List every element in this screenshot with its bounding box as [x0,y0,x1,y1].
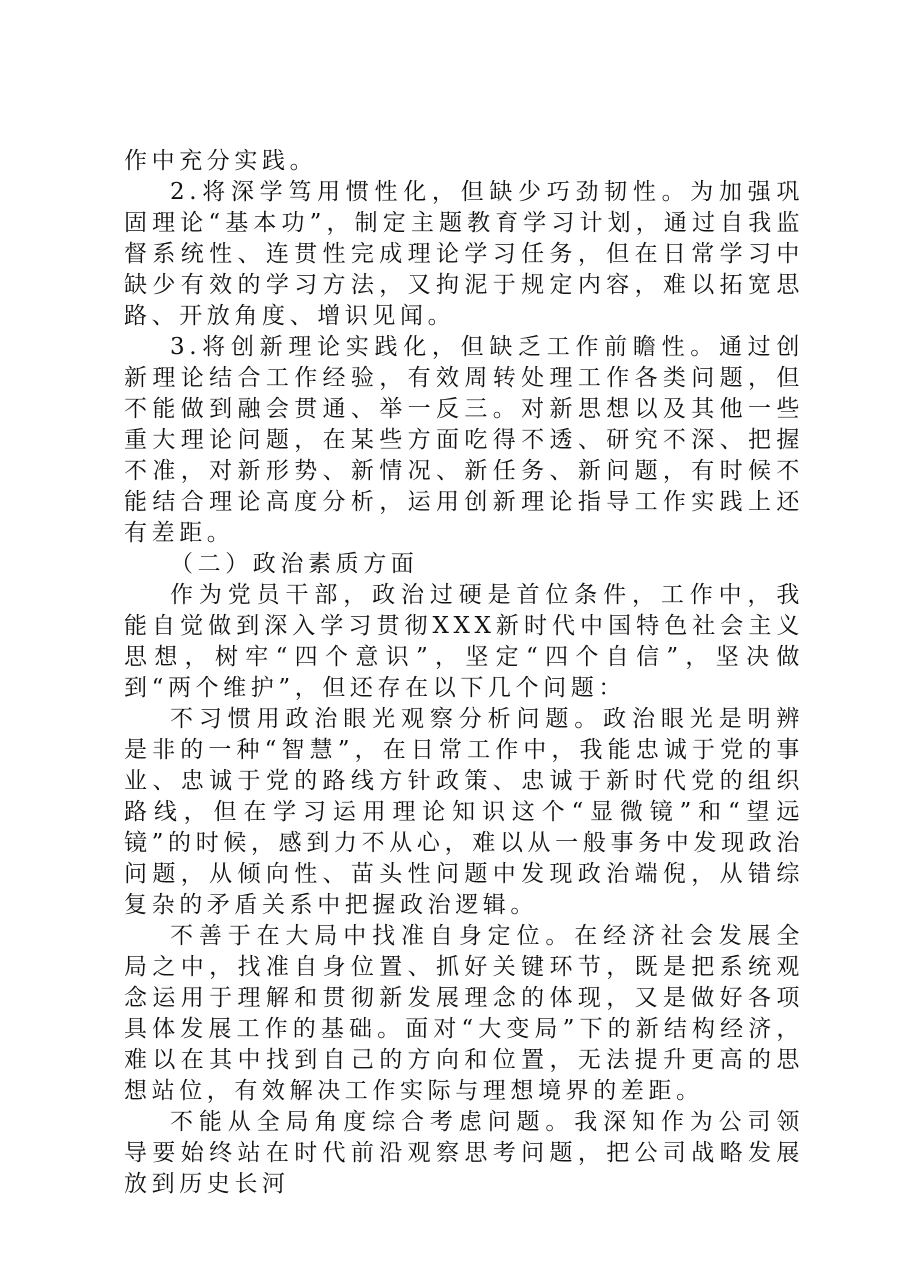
paragraph-continuation: 作中充分实践。 [124,148,318,174]
paragraph-item-3: 3.将创新理论实践化，但缺乏工作前瞻性。通过创新理论结合工作经验，有效周转处理工作各类问题，但不能做到融会贯通、举一反三。对新思想以及其他一些重大理论问题，在某些方面吃得不透、研究不深、把握不准，对新形势、新情况、新任务、新问题，有时候不能结合理论高度分析，运用创新理论指导工作实践上还有差距。 [124,334,804,546]
paragraph-item-2: 2.将深学笃用惯性化，但缺少巧劲韧性。为加强巩固理论“基本功”，制定主题教育学习计划，通过自我监督系统性、连贯性完成理论学习任务，但在日常学习中缺少有效的学习方法，又拘泥于规定内容，难以拓宽思路、开放角度、增识见闻。 [124,179,804,329]
paragraph-overall-position: 不善于在大局中找准自身定位。在经济社会发展全局之中，找准自身位置、抓好关键环节，既是把系统观念运用于理解和贯彻新发展理念的体现，又是做好各项具体发展工作的基础。面对“大变局”下的新结构经济，难以在其中找到自己的方向和位置，无法提升更高的思想站位，有效解决工作实际与理想境界的差距。 [124,923,804,1104]
paragraph-intro: 作为党员干部，政治过硬是首位条件，工作中，我能自觉做到深入学习贯彻XXX新时代中国特色社会主义思想，树牢“四个意识”，坚定“四个自信”，坚决做到“两个维护”，但还存在以下几个问题： [124,582,804,701]
document-body [124,146,804,1200]
paragraph-overall-perspective: 不能从全局角度综合考虑问题。我深知作为公司领导要始终站在时代前沿观察思考问题，把公司战略发展放到历史长河 [124,1109,804,1197]
paragraph-political-vision: 不习惯用政治眼光观察分析问题。政治眼光是明辨是非的一种“智慧”，在日常工作中，我能忠诚于党的事业、忠诚于党的路线方针政策、忠诚于新时代党的组织路线，但在学习运用理论知识这个“显微镜”和“望远镜”的时候，感到力不从心，难以从一般事务中发现政治问题，从倾向性、苗头性问题中发现政治端倪，从错综复杂的矛盾关系中把握政治逻辑。 [124,706,804,918]
section-heading: （二）政治素质方面 [170,551,419,577]
